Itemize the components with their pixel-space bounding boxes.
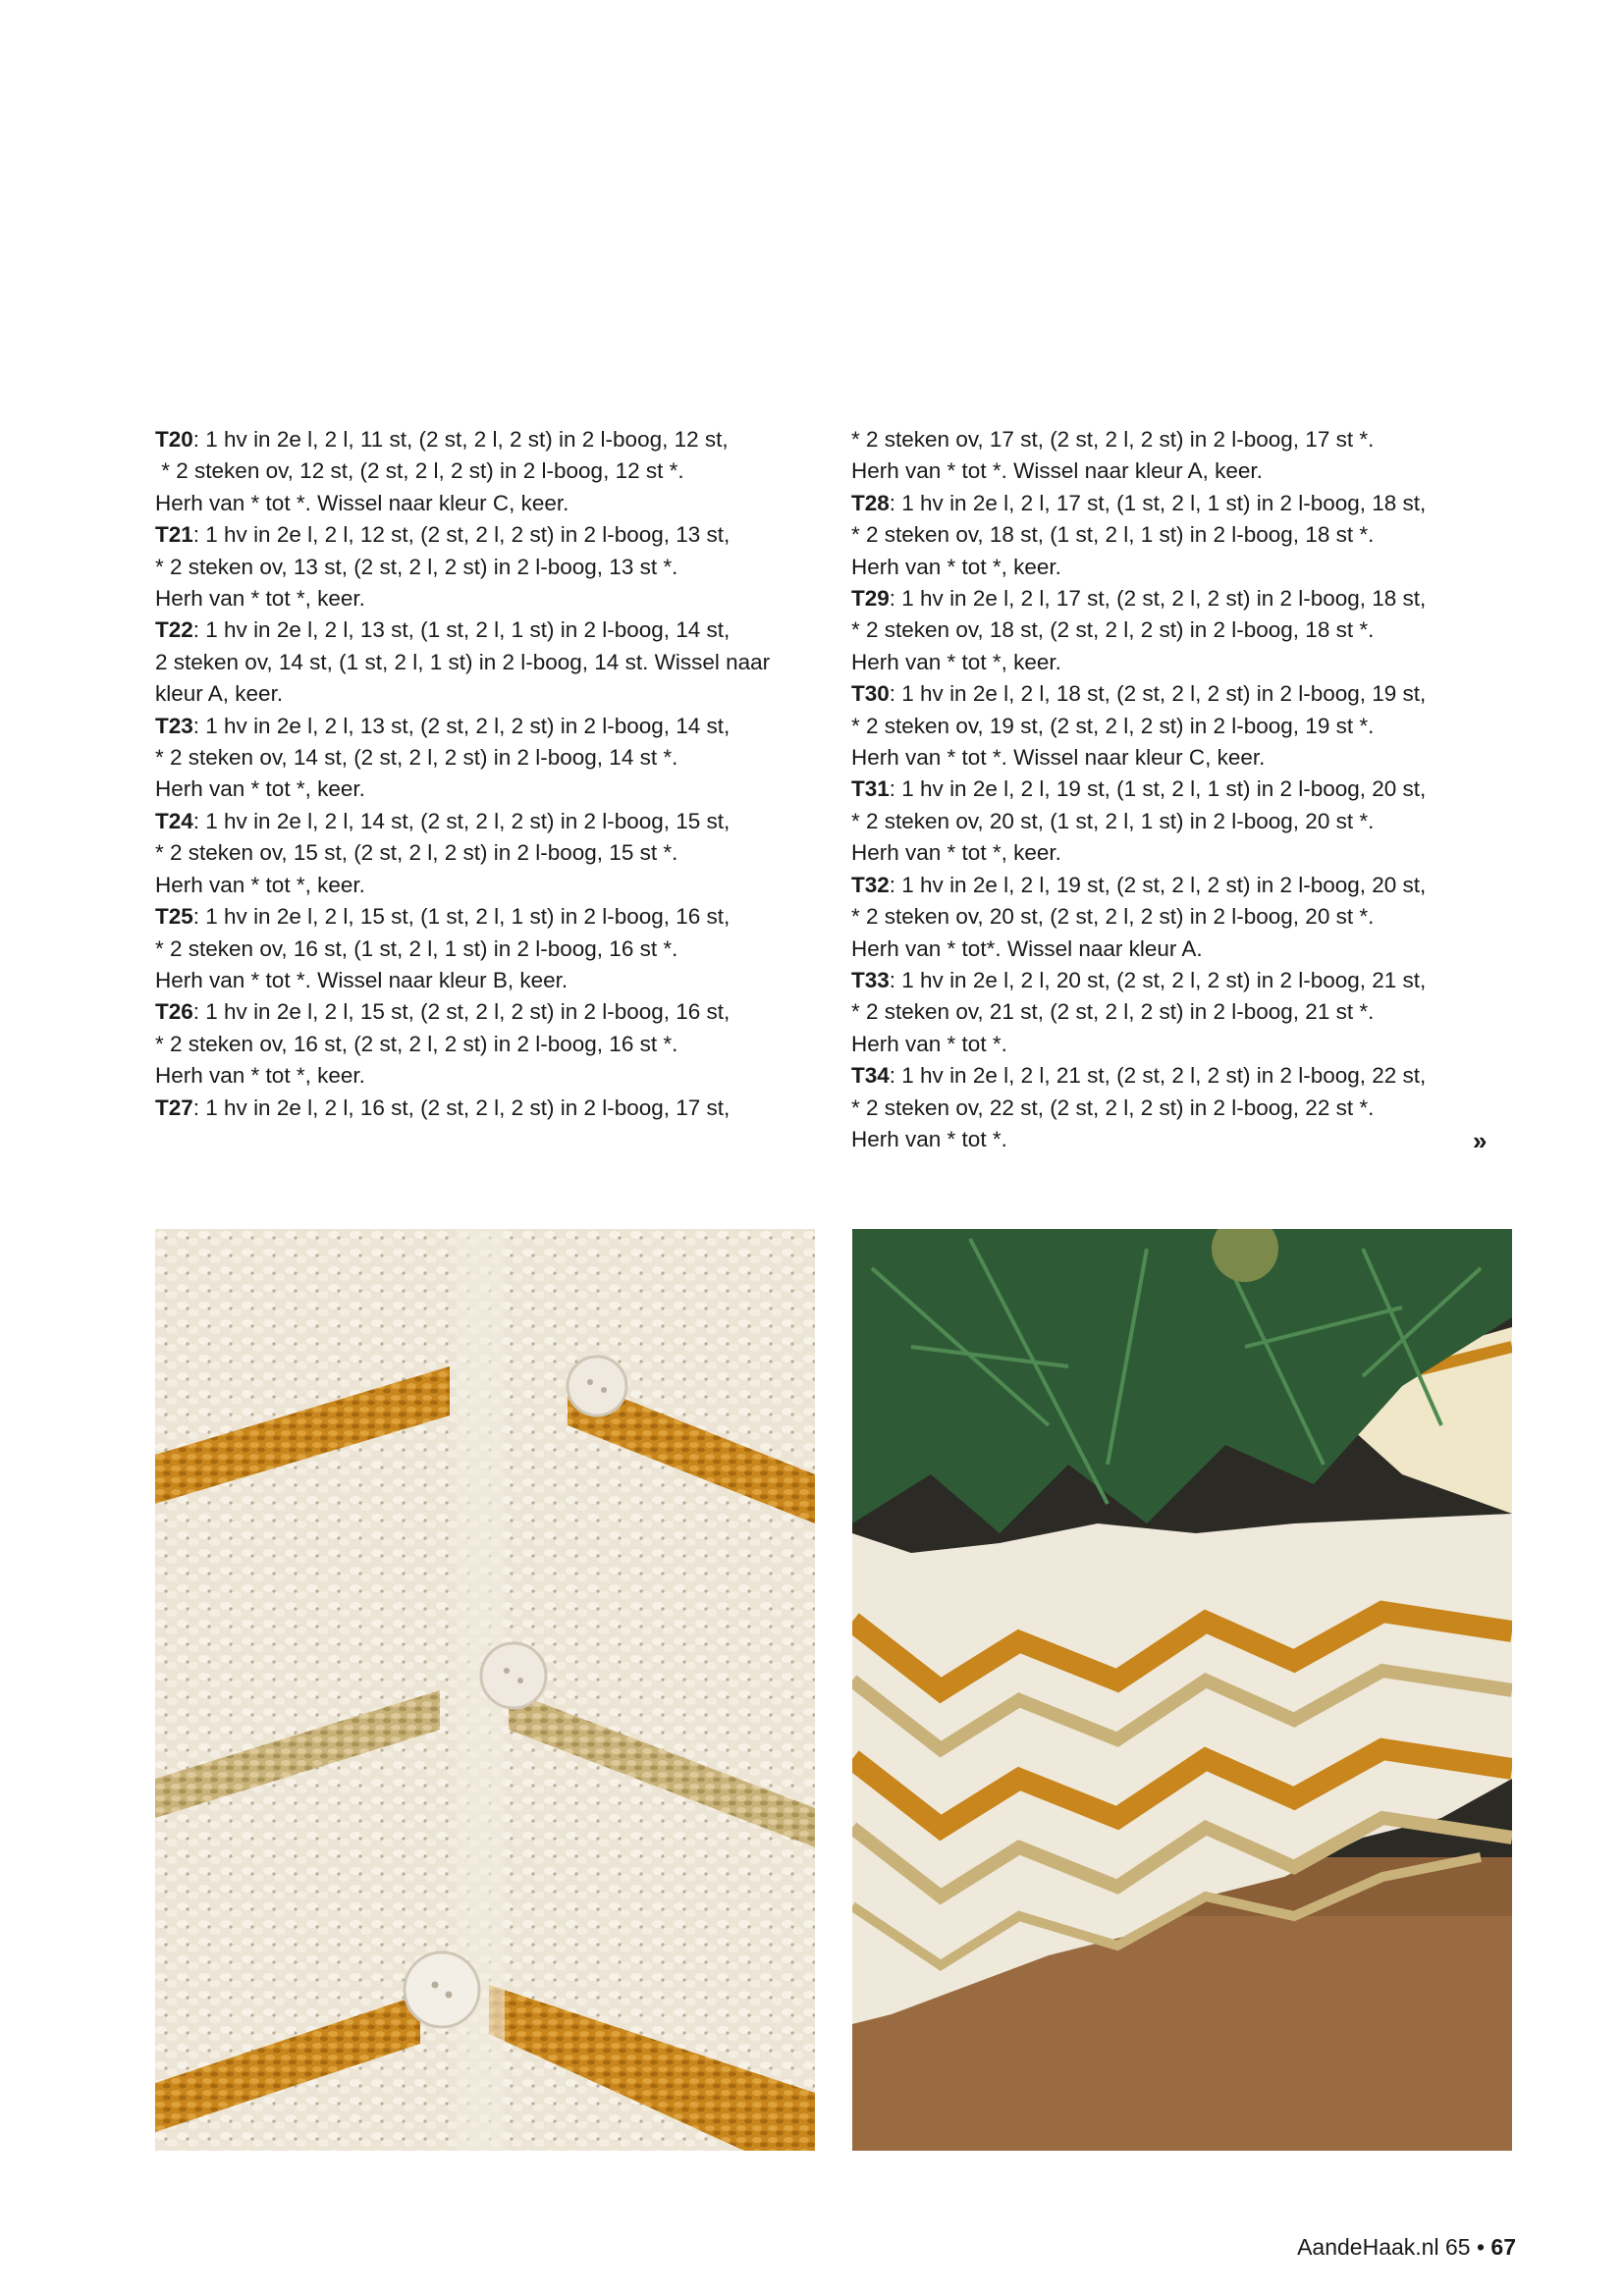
cardigan-photo-illustration <box>155 1229 815 2151</box>
instruction-row <box>851 870 1529 965</box>
tree-skirt-photo <box>852 1229 1512 2151</box>
button-top <box>568 1357 626 1415</box>
instructions-right-column <box>851 424 1529 1155</box>
row-label: T24 <box>155 808 193 833</box>
row-label: T20 <box>155 427 193 452</box>
row-text: : 1 hv in 2e l, 2 l, 20 st, (2 st, 2 l, 2 st) in 2 l-boog, 21 st, * 2 steken ov, 21 st, (2 st, 2 l, 2 st) in 2 l-boog, 21 st *. Herh van * tot *. <box>851 967 1427 1056</box>
instruction-row <box>155 996 833 1092</box>
tree-skirt-photo-illustration <box>852 1229 1512 2151</box>
instructions-left-column <box>155 424 833 1124</box>
row-label: T34 <box>851 1063 890 1089</box>
row-text: : 1 hv in 2e l, 2 l, 17 st, (1 st, 2 l, 1 st) in 2 l-boog, 18 st, * 2 steken ov, 18 st, (1 st, 2 l, 1 st) in 2 l-boog, 18 st *. Herh van * tot *, keer. <box>851 490 1427 579</box>
instruction-row <box>851 1060 1529 1155</box>
instruction-row <box>155 711 833 806</box>
row-label: T25 <box>155 904 193 930</box>
instruction-row <box>851 678 1529 774</box>
footer-site: AandeHaak.nl 65 <box>1297 2234 1471 2260</box>
footer-separator: • <box>1476 2234 1486 2260</box>
row-text: : 1 hv in 2e l, 2 l, 15 st, (2 st, 2 l, 2 st) in 2 l-boog, 16 st, * 2 steken ov, 16 st, (2 st, 2 l, 2 st) in 2 l-boog, 16 st *. Herh van * tot *, keer. <box>155 999 731 1089</box>
row-text: : 1 hv in 2e l, 2 l, 18 st, (2 st, 2 l, 2 st) in 2 l-boog, 19 st, * 2 steken ov, 19 st, (2 st, 2 l, 2 st) in 2 l-boog, 19 st *. Herh van * tot *. Wissel naar kleur C, keer. <box>851 681 1427 771</box>
row-label: T28 <box>851 490 890 515</box>
instruction-row <box>851 774 1529 869</box>
row-text: : 1 hv in 2e l, 2 l, 12 st, (2 st, 2 l, 2 st) in 2 l-boog, 13 st, * 2 steken ov, 13 st, (2 st, 2 l, 2 st) in 2 l-boog, 13 st *. Herh van * tot *, keer. <box>155 522 731 612</box>
row-text: : 1 hv in 2e l, 2 l, 14 st, (2 st, 2 l, 2 st) in 2 l-boog, 15 st, * 2 steken ov, 15 st, (2 st, 2 l, 2 st) in 2 l-boog, 15 st *. Herh van * tot *, keer. <box>155 808 731 897</box>
row-label: T21 <box>155 522 193 548</box>
page-number: 67 <box>1490 2234 1516 2260</box>
row-text: : 1 hv in 2e l, 2 l, 11 st, (2 st, 2 l, 2 st) in 2 l-boog, 12 st, * 2 steken ov, 12 st, (2 st, 2 l, 2 st) in 2 l-boog, 12 st *. Herh van * tot *. Wissel naar kleur C, keer. <box>155 427 729 515</box>
cardigan-closeup-photo <box>155 1229 815 2151</box>
row-text: : 1 hv in 2e l, 2 l, 21 st, (2 st, 2 l, 2 st) in 2 l-boog, 22 st, * 2 steken ov, 22 st, (2 st, 2 l, 2 st) in 2 l-boog, 22 st *. Herh van * tot *. <box>851 1063 1427 1151</box>
button-middle <box>481 1643 546 1708</box>
row-label: T23 <box>155 713 193 738</box>
instruction-row <box>155 806 833 901</box>
row-label: T27 <box>155 1095 193 1120</box>
continue-arrow-icon: » <box>1473 1126 1488 1155</box>
row-label: T26 <box>155 999 193 1025</box>
row-text: : 1 hv in 2e l, 2 l, 17 st, (2 st, 2 l, 2 st) in 2 l-boog, 18 st, * 2 steken ov, 18 st, (2 st, 2 l, 2 st) in 2 l-boog, 18 st *. Herh van * tot *, keer. <box>851 586 1427 674</box>
instruction-row <box>155 901 833 996</box>
row-label: T29 <box>851 586 890 612</box>
row-text: : 1 hv in 2e l, 2 l, 15 st, (1 st, 2 l, 1 st) in 2 l-boog, 16 st, * 2 steken ov, 16 st, (1 st, 2 l, 1 st) in 2 l-boog, 16 st *. Herh van * tot *. Wissel naar kleur B, keer. <box>155 904 731 992</box>
instruction-row <box>851 583 1529 678</box>
instruction-row <box>851 424 1529 488</box>
row-text: : 1 hv in 2e l, 2 l, 19 st, (2 st, 2 l, 2 st) in 2 l-boog, 20 st, * 2 steken ov, 20 st, (2 st, 2 l, 2 st) in 2 l-boog, 20 st *. Herh van * tot*. Wissel naar kleur A. <box>851 872 1427 961</box>
button-bottom <box>405 1952 479 2027</box>
row-label: T31 <box>851 776 890 802</box>
instruction-row <box>155 1093 833 1124</box>
instruction-row <box>851 488 1529 583</box>
row-label: T33 <box>851 967 890 992</box>
row-text: : 1 hv in 2e l, 2 l, 19 st, (1 st, 2 l, 1 st) in 2 l-boog, 20 st, * 2 steken ov, 20 st, (1 st, 2 l, 1 st) in 2 l-boog, 20 st *. Herh van * tot *, keer. <box>851 776 1427 866</box>
instruction-row <box>851 965 1529 1060</box>
row-text: : 1 hv in 2e l, 2 l, 16 st, (2 st, 2 l, 2 st) in 2 l-boog, 17 st, <box>192 1095 731 1120</box>
instruction-row <box>155 424 833 519</box>
row-label: T32 <box>851 872 890 897</box>
row-label: T22 <box>155 617 193 643</box>
instruction-row <box>155 519 833 614</box>
row-text: : 1 hv in 2e l, 2 l, 13 st, (1 st, 2 l, 1 st) in 2 l-boog, 14 st, 2 steken ov, 14 st, (1 st, 2 l, 1 st) in 2 l-boog, 14 st. Wissel naar kleur A, keer. <box>155 617 771 707</box>
page-footer <box>1297 2234 1516 2261</box>
instruction-row <box>155 614 833 710</box>
row-label: T30 <box>851 681 890 707</box>
row-text: : 1 hv in 2e l, 2 l, 13 st, (2 st, 2 l, 2 st) in 2 l-boog, 14 st, * 2 steken ov, 14 st, (2 st, 2 l, 2 st) in 2 l-boog, 14 st *. Herh van * tot *, keer. <box>155 713 731 802</box>
row-text: * 2 steken ov, 17 st, (2 st, 2 l, 2 st) in 2 l-boog, 17 st *. Herh van * tot *. Wissel naar kleur A, keer. <box>851 427 1375 484</box>
